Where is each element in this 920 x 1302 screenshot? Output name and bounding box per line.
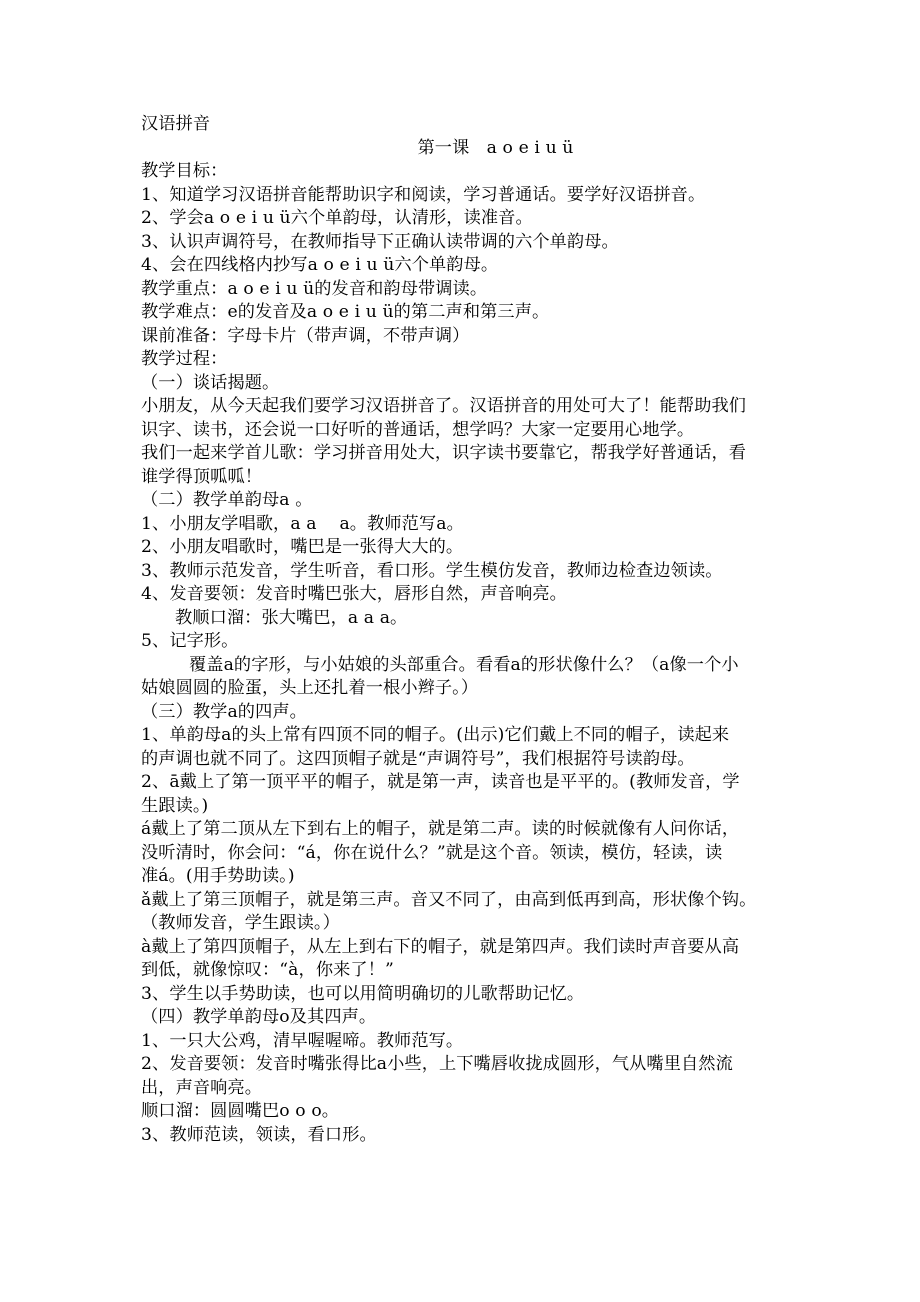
text-line: 谁学得顶呱呱！ [141,466,263,487]
text-line: á戴上了第二顶从左下到右上的帽子，就是第二声。读的时候就像有人问你话， [141,819,740,839]
text-line: 1、知道学习汉语拼音能帮助识字和阅读，学习普通话。要学好汉语拼音。 [141,184,706,205]
text-line: 5、记字形。 [141,631,239,651]
text-line: 覆盖a的字形，与小姑娘的头部重合。看看a的形状像什么？（a像一个小 [189,654,739,675]
text-line: 教学过程： [141,349,228,369]
text-line: 教学重点：a o e i u ü的发音和韵母带调读。 [141,278,488,299]
text-line: 2、ā戴上了第一顶平平的帽子，就是第一声，读音也是平平的。(教师发音，学 [141,772,740,792]
lesson-title: 第一课 a o e i u ü [417,137,574,158]
section-heading: （三）教学a的四声。 [141,701,307,722]
text-line: 3、教师范读，领读，看口形。 [141,1124,377,1145]
text-line: 到低，就像惊叹：“à，你来了！” [141,960,394,980]
text-line: 顺口溜：圆圆嘴巴o o o。 [141,1101,340,1121]
text-line: 3、教师示范发音，学生听音，看口形。学生模仿发音，教师边检查边领读。 [141,560,723,581]
text-line: 1、一只大公鸡，清早喔喔啼。教师范写。 [141,1030,464,1051]
text-line: 2、小朋友唱歌时，嘴巴是一张得大大的。 [141,537,464,557]
subject-heading: 汉语拼音 [141,114,211,134]
text-line: 3、认识声调符号，在教师指导下正确认读带调的六个单韵母。 [141,231,619,252]
text-line: 4、会在四线格内抄写a o e i u ü六个单韵母。 [141,255,499,275]
text-line: 的声调也就不同了。这四顶帽子就是“声调符号”，我们根据符号读韵母。 [141,748,695,769]
text-line: 教学难点：e的发音及a o e i u ü的第二声和第三声。 [141,302,550,322]
section-heading: （四）教学单韵母o及其四声。 [141,1007,377,1027]
text-line: 3、学生以手势助读，也可以用简明确切的儿歌帮助记忆。 [141,983,585,1004]
text-line: 姑娘圆圆的脸蛋，头上还扎着一根小辫子。） [141,678,479,698]
text-line: 2、学会a o e i u ü六个单韵母，认清形，读准音。 [141,208,533,228]
text-line: 2、发音要领：发音时嘴张得比a小些，上下嘴唇收拢成圆形，气从嘴里自然流 [141,1054,733,1074]
text-line: à戴上了第四顶帽子，从左上到右下的帽子，就是第四声。我们读时声音要从高 [141,936,740,957]
text-line: 我们一起来学首儿歌：学习拼音用处大，识字读书要靠它，帮我学好普通话，看 [141,443,747,463]
section-heading: （二）教学单韵母a 。 [141,490,313,510]
text-line: 出，声音响亮。 [141,1077,263,1098]
text-line: 没听清时，你会问：“á，你在说什么？”就是这个音。领读，模仿，轻读，读 [141,842,723,863]
text-line: 教学目标： [141,161,228,181]
text-line: 课前准备：字母卡片（带声调，不带声调） [141,325,470,346]
text-line: ǎ戴上了第三顶帽子，就是第三声。音又不同了，由高到低再到高，形状像个钩。 [141,889,757,910]
text-line: 生跟读。) [141,795,209,816]
section-heading: （一）谈话揭题。 [141,372,280,393]
text-line: 识字、读书，还会说一口好听的普通话，想学吗？大家一定要用心地学。 [141,419,695,440]
text-line: （教师发音，学生跟读。） [141,913,340,933]
text-line: 4、发音要领：发音时嘴巴张大，唇形自然，声音响亮。 [141,584,567,604]
text-line: 1、小朋友学唱歌，a a a。教师范写a。 [141,513,464,534]
text-line: 小朋友，从今天起我们要学习汉语拼音了。汉语拼音的用处可大了！能帮助我们 [141,396,747,416]
text-line: 准á。(用手势助读。) [141,866,295,886]
text-line: 教顺口溜：张大嘴巴，a a a。 [175,607,408,628]
text-line: 1、单韵母a的头上常有四顶不同的帽子。(出示)它们戴上不同的帽子，读起来 [141,725,730,745]
